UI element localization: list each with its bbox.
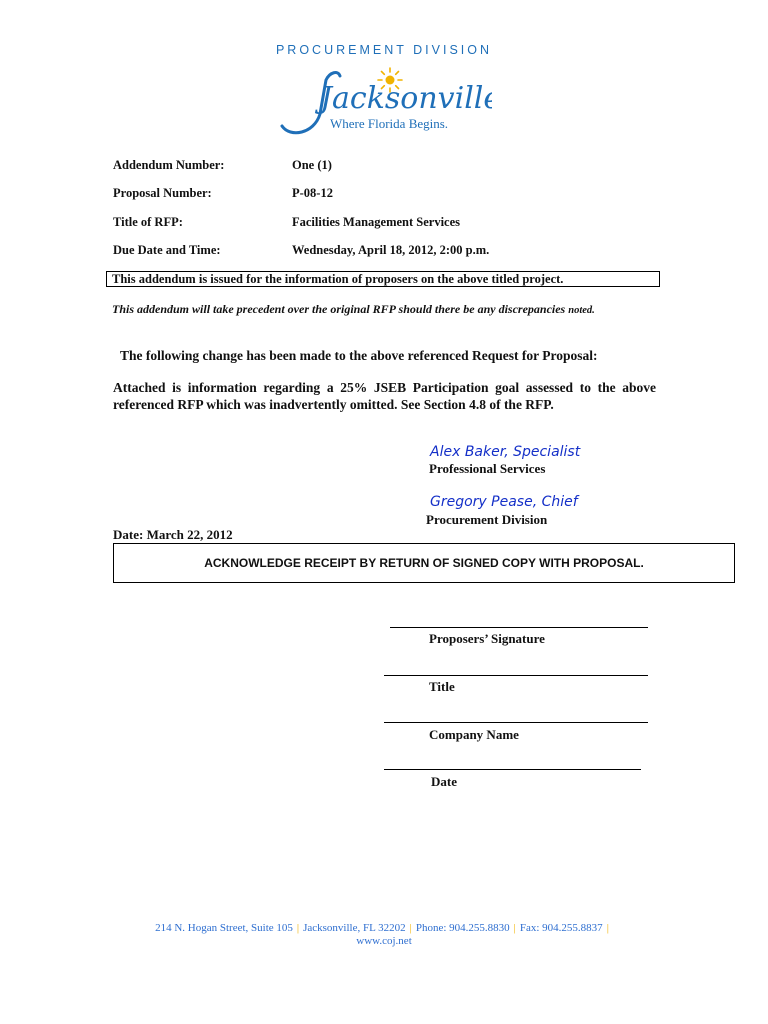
field-value-proposal: P-08-12 [292, 186, 333, 200]
footer-separator: | [296, 922, 300, 934]
logo-tagline: Where Florida Begins. [330, 116, 449, 131]
division-title: PROCUREMENT DIVISION [275, 43, 493, 57]
notice-box: This addendum is issued for the information of proposers on the above titled project. [106, 271, 660, 287]
signature-label-date: Date [431, 774, 457, 789]
intro-paragraph: The following change has been made to the above referenced Request for Proposal: [120, 348, 598, 363]
footer-address: 214 N. Hogan Street, Suite 105 [155, 922, 293, 934]
signature-label-company: Company Name [429, 727, 519, 742]
signature-line-title[interactable] [384, 675, 648, 676]
field-value-title: Facilities Management Services [292, 215, 461, 229]
jacksonville-logo [280, 62, 492, 142]
field-label-proposal: Proposal Number: [113, 186, 212, 200]
precedence-note [112, 302, 595, 317]
precedence-text: This addendum will take precedent over the original RFP should there be any discrepancies [112, 302, 566, 316]
footer-contact-line [0, 922, 768, 935]
field-value-addendum: One (1) [292, 158, 332, 172]
body-line-2: referenced RFP which was inadvertently omitted. See Section 4.8 of the RFP. [113, 397, 554, 412]
signature-gregory-pease: Gregory Pease, Chief [430, 494, 578, 510]
footer-fax: Fax: 904.255.8837 [519, 922, 603, 934]
signatory-title-2: Procurement Division [426, 512, 548, 527]
signature-label-title: Title [429, 679, 455, 694]
footer [0, 922, 768, 948]
field-label-addendum: Addendum Number: [113, 158, 225, 172]
signature-label-proposer: Proposers’ Signature [429, 631, 545, 646]
precedence-tail: noted. [568, 305, 595, 316]
body-line-1: Attached is information regarding a 25% JSEB Participation goal assessed to the above [113, 380, 656, 395]
acknowledge-box: ACKNOWLEDGE RECEIPT BY RETURN OF SIGNED COPY WITH PROPOSAL. [113, 543, 735, 583]
field-value-due: Wednesday, April 18, 2012, 2:00 p.m. [292, 243, 490, 257]
signatory-title-1: Professional Services [429, 461, 546, 476]
footer-website[interactable]: www.coj.net [356, 935, 412, 947]
signature-alex-baker: Alex Baker, Specialist [430, 444, 581, 460]
date-line: Date: March 22, 2012 [113, 527, 233, 542]
logo-wordmark: Jacksonville [320, 81, 492, 116]
footer-separator: | [513, 922, 516, 934]
footer-separator: | [606, 922, 609, 934]
signature-line-company[interactable] [384, 722, 648, 723]
footer-city: Jacksonville, FL 32202 [303, 922, 406, 934]
signature-line-proposer[interactable] [390, 627, 648, 628]
field-label-due: Due Date and Time: [113, 243, 221, 257]
footer-separator: | [409, 922, 412, 934]
field-label-title: Title of RFP: [113, 215, 183, 229]
signature-line-date[interactable] [384, 769, 641, 770]
footer-phone: Phone: 904.255.8830 [415, 922, 510, 934]
